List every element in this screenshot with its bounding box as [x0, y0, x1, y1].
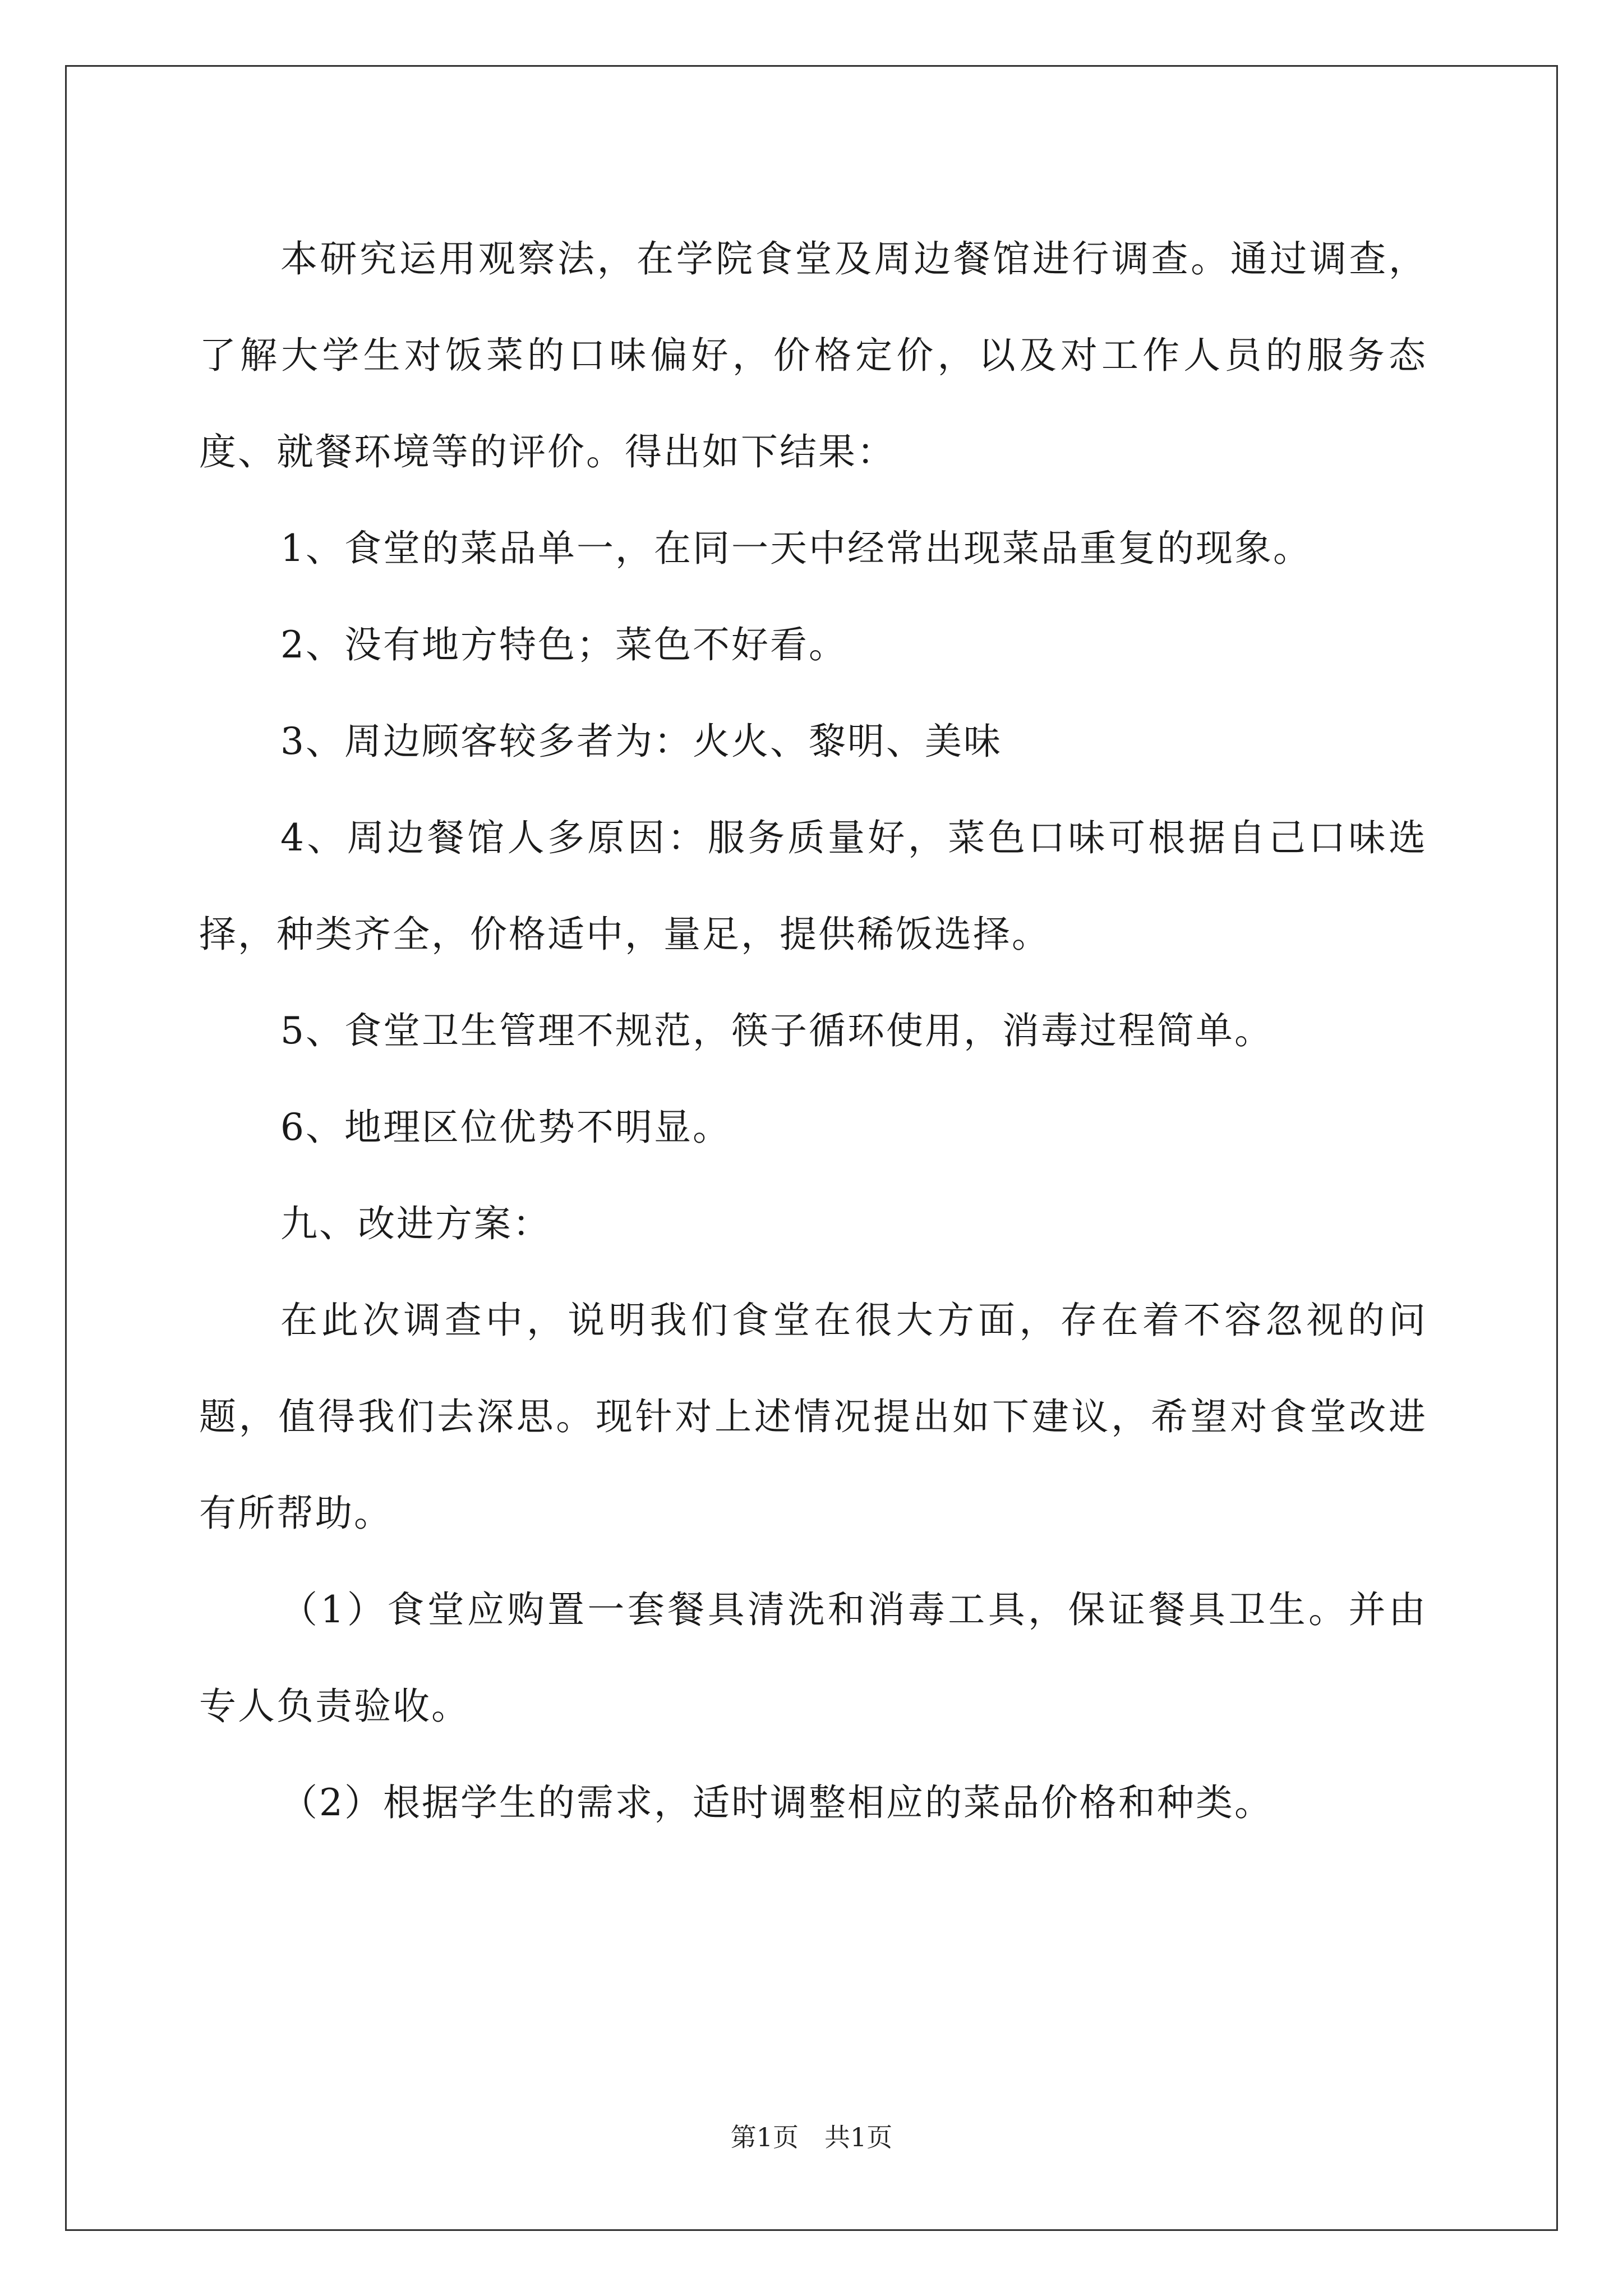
result-item-6: 6、地理区位优势不明显。: [280, 1106, 731, 1149]
page-footer: [0, 2120, 1623, 2154]
suggestion-1: （1）食堂应购置一套餐具清洗和消毒工具，保证餐具卫生。并由专人负责验收。: [199, 1588, 1427, 1728]
result-item-1: 1、食堂的菜品单一，在同一天中经常出现菜品重复的现象。: [280, 527, 1312, 570]
suggestion-2: （2）根据学生的需求，适时调整相应的菜品价格和种类。: [280, 1781, 1273, 1824]
page-total: 共1页: [824, 2122, 893, 2152]
improvement-paragraph: 在此次调查中，说明我们食堂在很大方面，存在着不容忽视的问题，值得我们去深思。现针对上述情况提出如下建议，希望对食堂改进有所帮助。: [199, 1299, 1427, 1535]
result-item-3: 3、周边顾客较多者为：火火、黎明、美味: [280, 720, 1002, 763]
page-number: 第1页: [730, 2122, 799, 2152]
intro-paragraph: 本研究运用观察法，在学院食堂及周边餐馆进行调查。通过调查，了解大学生对饭菜的口味偏好，价格定价，以及对工作人员的服务态度、就餐环境等的评价。得出如下结果：: [199, 237, 1427, 473]
result-item-5: 5、食堂卫生管理不规范，筷子循环使用，消毒过程简单。: [280, 1009, 1273, 1052]
result-item-4: 4、周边餐馆人多原因：服务质量好，菜色口味可根据自己口味选择，种类齐全，价格适中，量足，提供稀饭选择。: [199, 816, 1427, 956]
result-item-2: 2、没有地方特色；菜色不好看。: [280, 623, 847, 666]
section-heading: 九、改进方案：: [280, 1202, 551, 1245]
document-body: [199, 211, 1427, 1851]
